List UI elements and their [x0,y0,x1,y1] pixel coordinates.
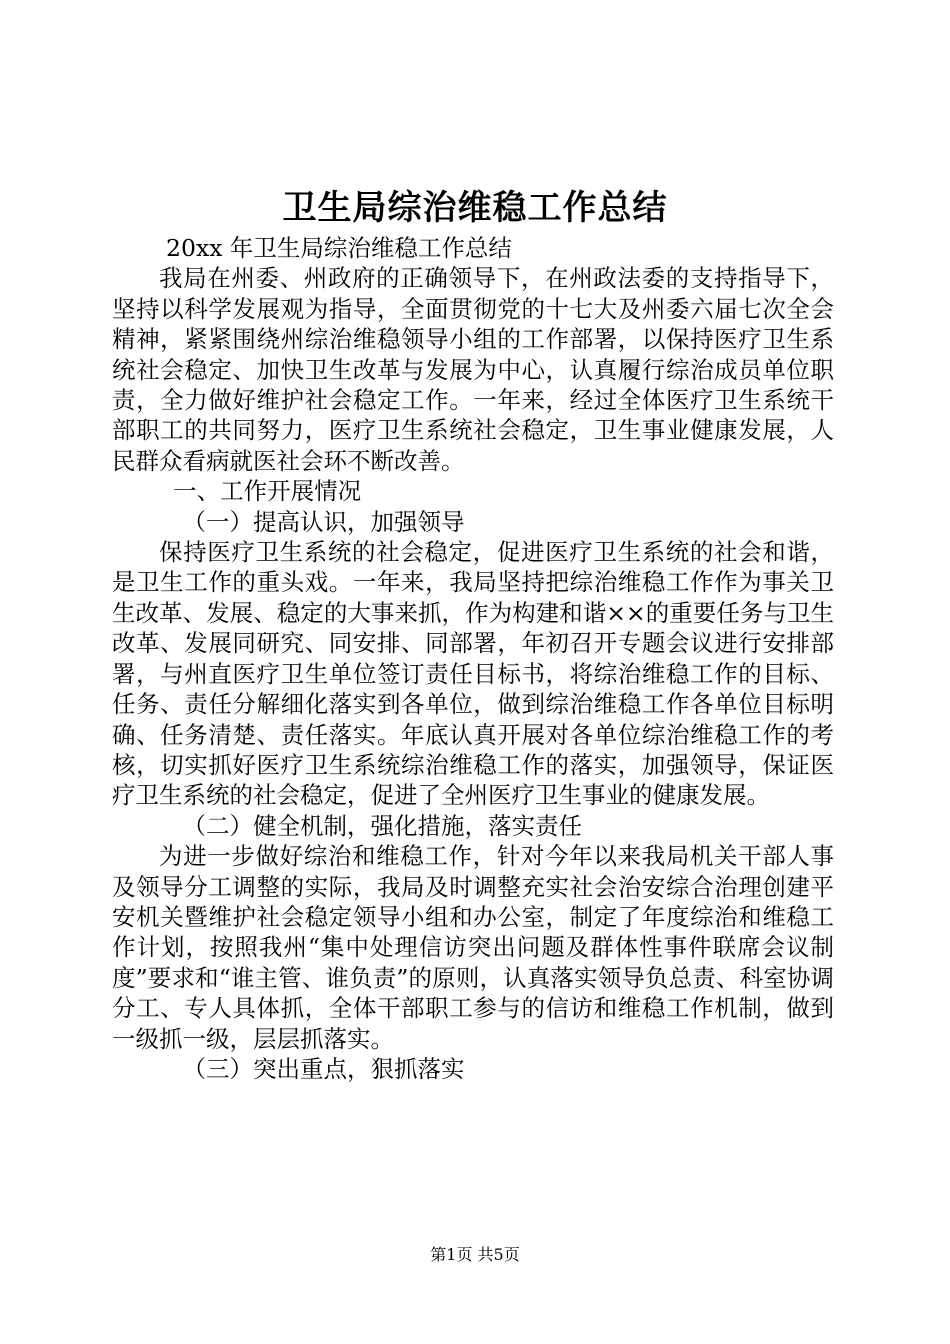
subsection-heading-1: （一）提高认识，加强领导 [182,507,465,536]
subtitle-paragraph: 20xx 年卫生局综治维稳工作总结 [166,234,512,262]
document-body [112,233,834,1084]
body-paragraph-1: 保持医疗卫生系统的社会稳定，促进医疗卫生系统的社会和谐，是卫生工作的重头戏。一年来，我局坚持把综治维稳工作作为事关卫生改革、发展、稳定的大事来抓，作为构建和谐××的重要任务与卫生改革、发展同研究、同安排、同部署，年初召开专题会议进行安排部署，与州直医疗卫生单位签订责任目标书，将综治维稳工作的目标、任务、责任分解细化落实到各单位，做到综治维稳工作各单位目标明确、任务清楚、责任落实。年底认真开展对各单位综治维稳工作的考核，切实抓好医疗卫生系统综治维稳工作的落实，加强领导，保证医疗卫生系统的社会稳定，促进了全州医疗卫生事业的健康发展。 [112,538,834,810]
subsection-heading-2: （二）健全机制，强化措施，落实责任 [182,811,582,840]
page-footer: 第1页 共5页 [430,1245,520,1264]
section-heading-1: 一、工作开展情况 [173,477,362,506]
body-paragraph-2: 为进一步做好综治和维稳工作，针对今年以来我局机关干部人事及领导分工调整的实际，我局及时调整充实社会治安综合治理创建平安机关暨维护社会稳定领导小组和办公室，制定了年度综治和维稳工作计划，按照我州“集中处理信访突出问题及群体性事件联席会议制度”要求和“谁主管、谁负责”的原则，认真落实领导负总责、科室协调分工、专人具体抓，全体干部职工参与的信访和维稳工作机制，做到一级抓一级，层层抓落实。 [112,842,834,1053]
document-title: 卫生局综治维稳工作总结 [282,188,668,228]
intro-paragraph: 我局在州委、州政府的正确领导下，在州政法委的支持指导下，坚持以科学发展观为指导，全面贯彻党的十七大及州委六届七次全会精神，紧紧围绕州综治维稳领导小组的工作部署，以保持医疗卫生系统社会稳定、加快卫生改革与发展为中心，认真履行综治成员单位职责，全力做好维护社会稳定工作。一年来，经过全体医疗卫生系统干部职工的共同努力，医疗卫生系统社会稳定，卫生事业健康发展，人民群众看病就医社会环不断改善。 [112,264,834,475]
subsection-heading-3: （三）突出重点，狠抓落实 [182,1054,465,1083]
